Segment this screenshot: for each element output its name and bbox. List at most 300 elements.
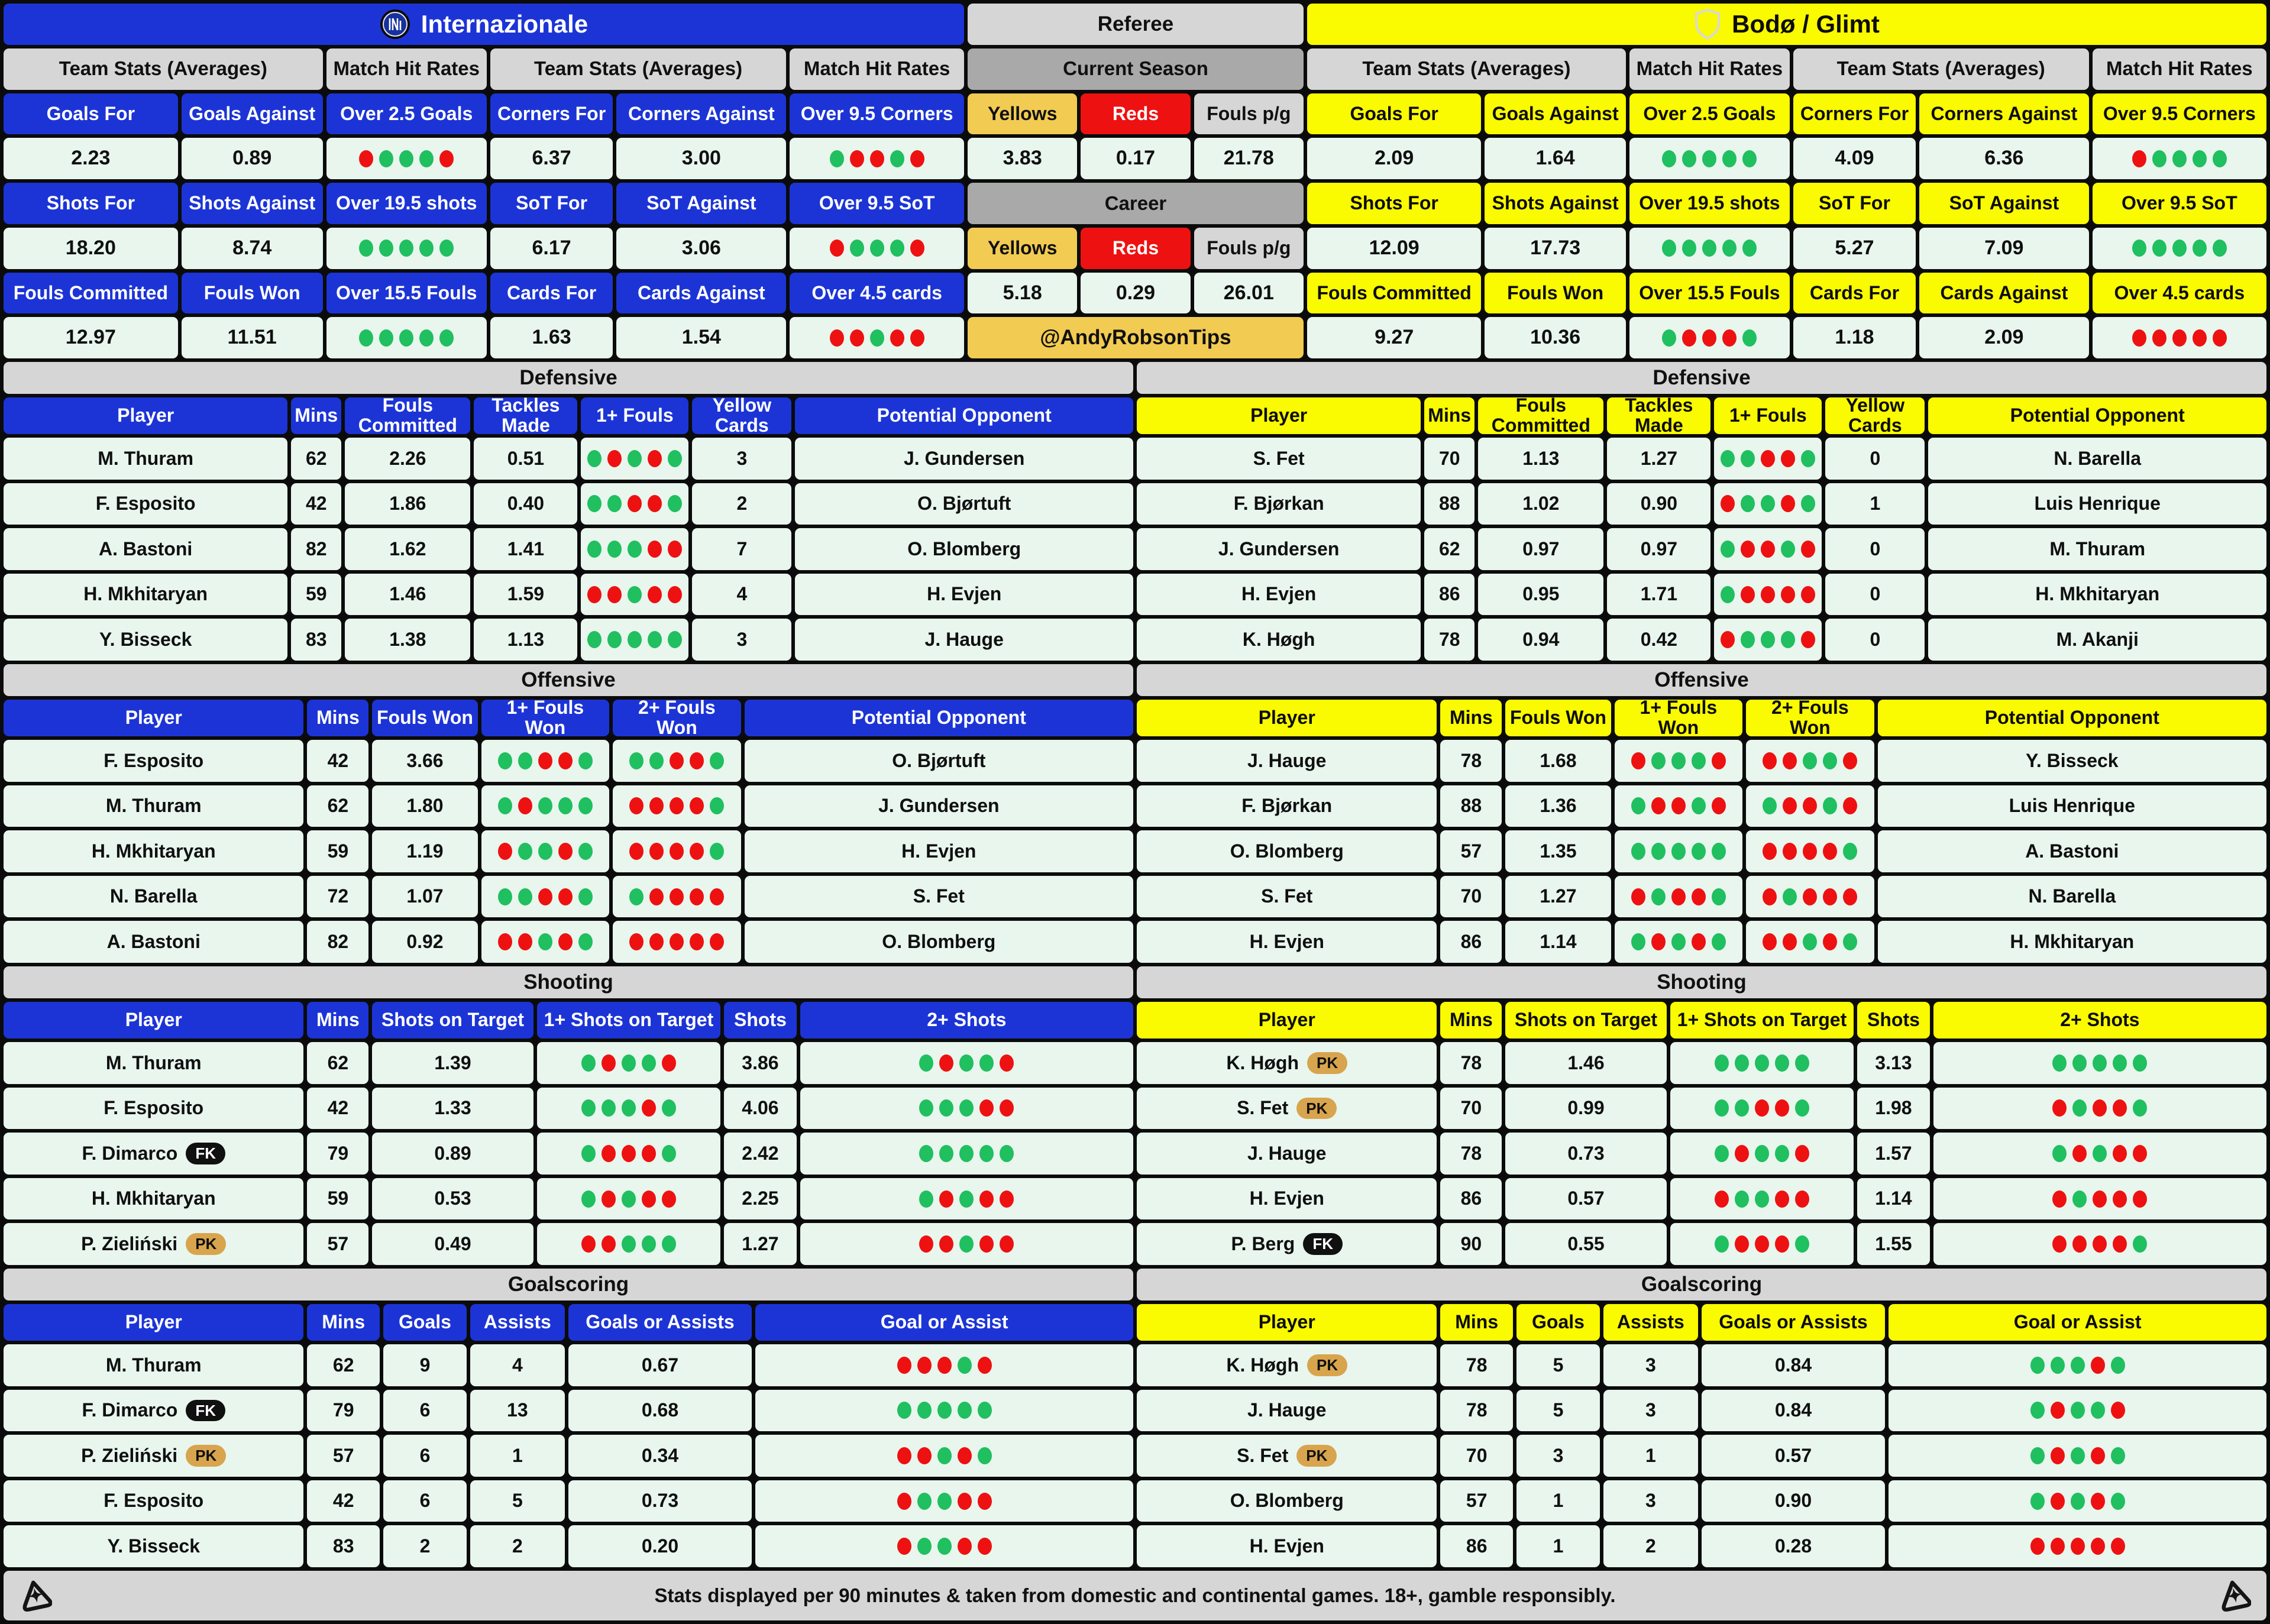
data-cell: 0.84: [1702, 1390, 1886, 1432]
red-miss-dot: [1823, 933, 1837, 950]
stat-value: 12.97: [4, 317, 178, 358]
red-miss-dot: [897, 1538, 911, 1555]
data-cell: 4: [692, 574, 791, 616]
green-hit-dot: [937, 1402, 952, 1419]
green-hit-dot: [2172, 150, 2187, 167]
data-cell: 78: [1424, 619, 1474, 661]
player-cell: H. Evjen: [1137, 1525, 1437, 1567]
team-name-banner: [4, 4, 964, 45]
green-hit-dot: [978, 1402, 992, 1419]
data-cell: Luis Henrique: [1878, 785, 2266, 827]
hit-rate-cell: [1714, 438, 1822, 480]
data-cell: 6: [383, 1435, 467, 1477]
hit-rate-cell: [613, 740, 741, 782]
data-cell: J. Hauge: [795, 619, 1133, 661]
data-cell: 0.49: [372, 1223, 533, 1265]
data-cell: O. Bjørtuft: [795, 483, 1133, 525]
hit-rate-dots: [584, 495, 685, 512]
hit-rate-cell: [1933, 1133, 2266, 1175]
data-cell: 42: [291, 483, 341, 525]
stat-value: 0.89: [182, 138, 323, 179]
referee-stat-header: Yellows: [968, 93, 1077, 135]
red-miss-dot: [2071, 1538, 2085, 1555]
player-name: S. Fet: [1237, 1444, 1289, 1466]
player-cell: [4, 1133, 303, 1175]
column-header: Shots on Target: [372, 1002, 533, 1039]
player-cell: Y. Bisseck: [4, 1525, 303, 1567]
data-cell: H. Mkhitaryan: [1878, 921, 2266, 963]
green-hit-dot: [642, 1054, 656, 1072]
data-cell: 62: [307, 1344, 379, 1386]
red-miss-dot: [1783, 752, 1797, 769]
red-miss-dot: [910, 329, 924, 347]
red-miss-dot: [2132, 150, 2146, 167]
column-header: Goals or Assists: [1702, 1304, 1886, 1341]
hit-rate-cell: [481, 785, 610, 827]
column-header: Mins: [307, 1002, 368, 1039]
red-miss-dot: [2051, 1538, 2065, 1555]
green-hit-dot: [662, 1099, 676, 1117]
green-hit-dot: [648, 631, 662, 648]
hit-rate-cell: [481, 830, 610, 872]
column-header: Shots: [1857, 1002, 1929, 1039]
green-hit-dot: [558, 797, 573, 814]
data-cell: 0.34: [568, 1435, 752, 1477]
stat-header: Cards Against: [616, 273, 786, 314]
hit-rate-cell: [800, 1088, 1133, 1130]
green-hit-dot: [518, 843, 532, 860]
green-hit-dot: [578, 933, 593, 950]
stat-header: Corners For: [490, 93, 613, 135]
hit-rate-cell: [800, 1133, 1133, 1175]
stat-header: Goals For: [4, 93, 178, 135]
red-miss-dot: [939, 1235, 953, 1253]
green-hit-dot: [1742, 240, 1757, 257]
referee-stat-value: 3.83: [968, 138, 1077, 179]
column-header: Shots: [724, 1002, 796, 1039]
hit-rate-dots: [2129, 240, 2230, 257]
green-hit-dot: [1702, 240, 1716, 257]
red-miss-dot: [2052, 1235, 2067, 1253]
red-miss-dot: [622, 1145, 636, 1162]
section-title: Shooting: [1137, 966, 2266, 998]
red-miss-dot: [2111, 1402, 2125, 1419]
data-cell: 3: [1603, 1344, 1698, 1386]
hit-rate-dots: [2049, 1190, 2150, 1208]
green-hit-dot: [1803, 933, 1817, 950]
data-cell: 0.42: [1607, 619, 1710, 661]
data-cell: 0.95: [1478, 574, 1603, 616]
hit-rate-cell: [2093, 317, 2266, 358]
red-miss-dot: [629, 797, 644, 814]
green-hit-dot: [538, 797, 552, 814]
data-cell: O. Blomberg: [795, 528, 1133, 570]
green-hit-dot: [419, 150, 434, 167]
green-hit-dot: [538, 843, 552, 860]
hit-rate-cell: [1629, 138, 1790, 179]
red-miss-dot: [1651, 797, 1666, 814]
data-cell: 1.71: [1607, 574, 1710, 616]
red-miss-dot: [1843, 888, 1857, 905]
data-cell: 78: [1440, 1390, 1512, 1432]
stat-value: 1.63: [490, 317, 613, 358]
red-miss-dot: [558, 933, 573, 950]
green-hit-dot: [1631, 843, 1645, 860]
hit-rate-cell: [755, 1344, 1133, 1386]
section-title: Defensive: [1137, 362, 2266, 394]
red-miss-dot: [1823, 888, 1837, 905]
red-miss-dot: [2072, 1145, 2087, 1162]
red-miss-dot: [1000, 1099, 1014, 1117]
hit-rate-cell: [581, 438, 688, 480]
green-hit-dot: [581, 1054, 596, 1072]
green-hit-dot: [1721, 541, 1735, 558]
referee-stat-header: Reds: [1081, 228, 1190, 269]
stat-value: 2.09: [1307, 138, 1481, 179]
stat-value: 9.27: [1307, 317, 1481, 358]
data-cell: 57: [307, 1435, 379, 1477]
hit-rate-dots: [2049, 1145, 2150, 1162]
column-header: Player: [4, 700, 303, 736]
hit-rate-cell: [537, 1133, 721, 1175]
red-miss-dot: [1631, 888, 1645, 905]
green-hit-dot: [1843, 933, 1857, 950]
stats-group-header: Match Hit Rates: [790, 48, 964, 90]
red-miss-dot: [1775, 1235, 1789, 1253]
green-hit-dot: [919, 1099, 933, 1117]
player-name: F. Dimarco: [82, 1142, 178, 1164]
hit-rate-cell: [1615, 876, 1743, 918]
hit-rate-cell: [581, 483, 688, 525]
green-hit-dot: [1735, 1099, 1749, 1117]
red-miss-dot: [917, 1357, 932, 1374]
hit-rate-dots: [584, 631, 685, 648]
data-cell: 1.14: [1505, 921, 1611, 963]
green-hit-dot: [649, 752, 664, 769]
red-miss-dot: [937, 1357, 952, 1374]
section-defensive: [4, 362, 1133, 661]
player-cell: J. Hauge: [1137, 1133, 1437, 1175]
data-cell: 70: [1424, 438, 1474, 480]
green-hit-dot: [1671, 752, 1686, 769]
team-name: Bodø / Glimt: [1732, 9, 1880, 38]
hit-rate-dots: [578, 1235, 679, 1253]
stat-value: 1.64: [1485, 138, 1626, 179]
green-hit-dot: [628, 586, 642, 603]
hit-rate-cell: [481, 921, 610, 963]
green-hit-dot: [1715, 1145, 1729, 1162]
red-miss-dot: [1722, 329, 1737, 347]
green-hit-dot: [2071, 1493, 2085, 1510]
section-title: Offensive: [1137, 664, 2266, 696]
red-miss-dot: [1783, 843, 1797, 860]
green-hit-dot: [2030, 1402, 2045, 1419]
data-cell: 86: [1440, 1525, 1512, 1567]
green-hit-dot: [662, 1145, 676, 1162]
red-miss-dot: [518, 933, 532, 950]
red-miss-dot: [2213, 329, 2227, 347]
hit-rate-cell: [1933, 1178, 2266, 1220]
player-cell: O. Blomberg: [1137, 1480, 1437, 1522]
red-miss-dot: [979, 1190, 994, 1208]
player-cell: [1137, 1042, 1437, 1084]
section-goalscoring: [4, 1269, 1133, 1567]
red-miss-dot: [2052, 1099, 2067, 1117]
red-miss-dot: [1755, 1235, 1769, 1253]
player-cell: [1137, 1223, 1437, 1265]
red-miss-dot: [690, 797, 704, 814]
red-miss-dot: [1783, 933, 1797, 950]
red-miss-dot: [1741, 541, 1755, 558]
internazionale-logo-icon: [380, 9, 410, 40]
fk-badge: FK: [186, 1400, 225, 1422]
green-hit-dot: [1715, 1054, 1729, 1072]
section-title: Offensive: [4, 664, 1133, 696]
red-miss-dot: [2051, 1447, 2065, 1464]
red-miss-dot: [1631, 752, 1645, 769]
column-header: 2+ Shots: [800, 1002, 1133, 1039]
red-miss-dot: [690, 933, 704, 950]
data-cell: 2.26: [345, 438, 470, 480]
data-cell: 9: [383, 1344, 467, 1386]
hit-rate-dots: [2049, 1235, 2150, 1253]
hit-rate-cell: [1889, 1480, 2266, 1522]
data-cell: 1.02: [1478, 483, 1603, 525]
column-header: Player: [4, 397, 287, 434]
red-miss-dot: [1651, 933, 1666, 950]
green-hit-dot: [1651, 888, 1666, 905]
pk-badge: PK: [1296, 1445, 1337, 1467]
data-cell: 78: [1440, 740, 1502, 782]
green-hit-dot: [1735, 1190, 1749, 1208]
green-hit-dot: [850, 240, 864, 257]
column-header: Tackles Made: [474, 397, 577, 434]
green-hit-dot: [1692, 752, 1706, 769]
red-miss-dot: [587, 586, 602, 603]
column-header: Fouls Committed: [1478, 397, 1603, 434]
green-hit-dot: [939, 1145, 953, 1162]
green-hit-dot: [622, 1235, 636, 1253]
data-cell: 57: [1440, 1480, 1512, 1522]
green-hit-dot: [668, 450, 682, 467]
red-miss-dot: [978, 1357, 992, 1374]
data-cell: 70: [1440, 876, 1502, 918]
green-hit-dot: [1781, 631, 1795, 648]
data-cell: 3.13: [1857, 1042, 1929, 1084]
hit-rate-cell: [537, 1088, 721, 1130]
column-header: 2+ Shots: [1933, 1002, 2266, 1039]
red-miss-dot: [1843, 797, 1857, 814]
hit-rate-dots: [356, 240, 457, 257]
red-miss-dot: [1721, 495, 1735, 512]
red-miss-dot: [2091, 1447, 2105, 1464]
stat-value: 6.17: [490, 228, 613, 269]
green-hit-dot: [2133, 1235, 2147, 1253]
hit-rate-dots: [916, 1054, 1017, 1072]
brand-logo-icon: [2218, 1579, 2251, 1612]
red-miss-dot: [518, 797, 532, 814]
stat-header: Over 9.5 Corners: [2093, 93, 2266, 135]
hit-rate-cell: [1889, 1344, 2266, 1386]
red-miss-dot: [2093, 1099, 2107, 1117]
player-cell: M. Thuram: [4, 438, 287, 480]
green-hit-dot: [518, 752, 532, 769]
red-miss-dot: [850, 329, 864, 347]
column-header: Yellow Cards: [1825, 397, 1925, 434]
column-header: Goal or Assist: [1889, 1304, 2266, 1341]
data-cell: 1.57: [1857, 1133, 1929, 1175]
player-cell: H. Mkhitaryan: [4, 1178, 303, 1220]
data-cell: 0.73: [1505, 1133, 1666, 1175]
referee-title: Referee: [968, 4, 1304, 45]
stat-value: 2.23: [4, 138, 178, 179]
red-miss-dot: [1761, 450, 1775, 467]
stat-header: Fouls Committed: [1307, 273, 1481, 314]
data-cell: 59: [307, 830, 368, 872]
data-cell: A. Bastoni: [1878, 830, 2266, 872]
green-hit-dot: [1715, 1099, 1729, 1117]
data-cell: 1.13: [474, 619, 577, 661]
data-cell: 0.51: [474, 438, 577, 480]
green-hit-dot: [1692, 797, 1706, 814]
column-header: Player: [1137, 1304, 1437, 1341]
data-cell: 1.27: [1505, 876, 1611, 918]
player-name: F. Dimarco: [82, 1399, 178, 1421]
red-miss-dot: [939, 1190, 953, 1208]
data-cell: 1.46: [1505, 1042, 1666, 1084]
data-cell: 0.90: [1702, 1480, 1886, 1522]
player-cell: Y. Bisseck: [4, 619, 287, 661]
stat-header: Fouls Committed: [4, 273, 178, 314]
player-cell: J. Hauge: [1137, 1390, 1437, 1432]
stats-group-header: Match Hit Rates: [2093, 48, 2266, 90]
hit-rate-cell: [755, 1435, 1133, 1477]
player-cell: [1137, 1435, 1437, 1477]
fk-badge: FK: [186, 1143, 225, 1164]
pk-badge: PK: [1296, 1098, 1337, 1120]
hit-rate-dots: [1718, 450, 1818, 467]
red-miss-dot: [897, 1493, 911, 1510]
green-hit-dot: [498, 752, 512, 769]
data-cell: 1.13: [1478, 438, 1603, 480]
hit-rate-dots: [2028, 1402, 2128, 1419]
stat-value: 1.18: [1793, 317, 1916, 358]
red-miss-dot: [2091, 1493, 2105, 1510]
data-cell: 1.68: [1505, 740, 1611, 782]
red-miss-dot: [1801, 586, 1815, 603]
hit-rate-dots: [626, 797, 727, 814]
hit-rate-dots: [916, 1099, 1017, 1117]
player-cell: J. Hauge: [1137, 740, 1437, 782]
player-name: K. Høgh: [1226, 1354, 1299, 1376]
column-header: Fouls Won: [1505, 700, 1611, 736]
data-cell: 7: [692, 528, 791, 570]
hit-rate-cell: [755, 1480, 1133, 1522]
red-miss-dot: [2093, 1235, 2107, 1253]
green-hit-dot: [2132, 240, 2146, 257]
data-cell: 83: [307, 1525, 379, 1567]
green-hit-dot: [937, 1538, 952, 1555]
red-miss-dot: [1801, 541, 1815, 558]
data-cell: 1: [1825, 483, 1925, 525]
green-hit-dot: [917, 1402, 932, 1419]
red-miss-dot: [690, 752, 704, 769]
stat-value: 3.06: [616, 228, 786, 269]
red-miss-dot: [558, 888, 573, 905]
data-cell: 62: [1424, 528, 1474, 570]
data-cell: 1: [1603, 1435, 1698, 1477]
stats-group-header: Match Hit Rates: [1629, 48, 1790, 90]
hit-rate-cell: [2093, 228, 2266, 269]
column-header: Potential Opponent: [745, 700, 1133, 736]
green-hit-dot: [2052, 1145, 2067, 1162]
data-cell: 1.36: [1505, 785, 1611, 827]
data-cell: 83: [291, 619, 341, 661]
hit-rate-dots: [827, 150, 927, 167]
column-header: Goals: [1516, 1304, 1600, 1341]
player-tables: [4, 362, 2266, 1567]
stat-header: Goals Against: [1485, 93, 1626, 135]
section-title: Goalscoring: [4, 1269, 1133, 1301]
red-miss-dot: [1803, 843, 1817, 860]
green-hit-dot: [379, 329, 393, 347]
red-miss-dot: [1803, 888, 1817, 905]
green-hit-dot: [498, 797, 512, 814]
column-header: 1+ Fouls: [581, 397, 688, 434]
green-hit-dot: [1631, 933, 1645, 950]
data-cell: 0.40: [474, 483, 577, 525]
player-cell: O. Blomberg: [1137, 830, 1437, 872]
red-miss-dot: [538, 888, 552, 905]
data-cell: 1.33: [372, 1088, 533, 1130]
red-miss-dot: [1763, 888, 1777, 905]
data-cell: Y. Bisseck: [1878, 740, 2266, 782]
green-hit-dot: [958, 1402, 972, 1419]
data-cell: H. Mkhitaryan: [1928, 574, 2266, 616]
section-offensive: [1137, 664, 2266, 963]
red-miss-dot: [1712, 752, 1726, 769]
column-header: Yellow Cards: [692, 397, 791, 434]
red-miss-dot: [1781, 586, 1795, 603]
red-miss-dot: [2133, 1145, 2147, 1162]
fk-badge: FK: [1303, 1233, 1343, 1255]
red-miss-dot: [670, 888, 684, 905]
data-cell: 79: [307, 1390, 379, 1432]
stat-header: SoT Against: [616, 183, 786, 224]
stat-value: 8.74: [182, 228, 323, 269]
green-hit-dot: [978, 1447, 992, 1464]
data-cell: 70: [1440, 1435, 1512, 1477]
section-title: Goalscoring: [1137, 1269, 2266, 1301]
red-miss-dot: [1843, 752, 1857, 769]
green-hit-dot: [1763, 797, 1777, 814]
hit-rate-dots: [2028, 1538, 2128, 1555]
red-miss-dot: [1755, 1099, 1769, 1117]
stat-header: Cards For: [490, 273, 613, 314]
green-hit-dot: [1742, 150, 1757, 167]
red-miss-dot: [2133, 1190, 2147, 1208]
red-miss-dot: [2172, 329, 2187, 347]
green-hit-dot: [668, 495, 682, 512]
green-hit-dot: [587, 631, 602, 648]
green-hit-dot: [607, 495, 622, 512]
red-miss-dot: [958, 1493, 972, 1510]
stats-group-header: Team Stats (Averages): [4, 48, 323, 90]
column-header: 1+ Fouls Won: [1615, 700, 1743, 736]
data-cell: 1.55: [1857, 1223, 1929, 1265]
hit-rate-dots: [495, 752, 596, 769]
player-name: P. Berg: [1231, 1232, 1295, 1254]
